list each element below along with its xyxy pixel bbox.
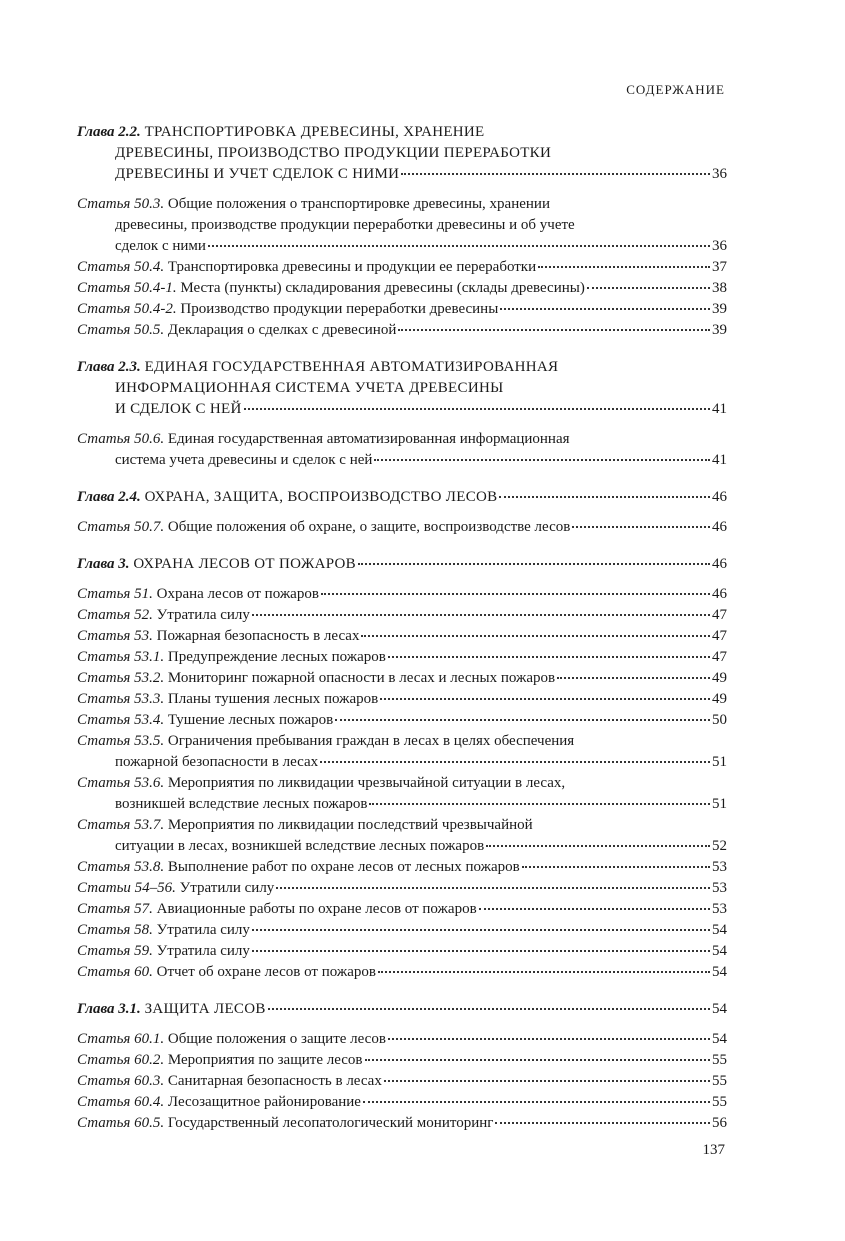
dot-leader [557,673,710,679]
entry-title: Санитарная безопасность в лесах [167,1073,382,1089]
entry-title: Единая государственная автоматизированная информационная [167,431,570,447]
toc-chapter-entry[interactable] [77,122,727,185]
entry-title: сделок с ними [115,238,206,254]
dot-leader [252,610,710,616]
entry-label: Статья 52. [77,607,153,623]
entry-page-number: 38 [712,280,727,296]
toc-entry-line [77,554,727,575]
spacer [77,538,727,554]
entry-label: Статья 53.4. [77,712,165,728]
toc-article-entry[interactable] [77,878,727,899]
entry-label: Статья 60.5. [77,1115,165,1131]
toc-entry-line [77,1050,727,1071]
entry-page-number: 36 [712,166,727,182]
dot-leader [361,631,710,637]
entry-page-number: 53 [712,901,727,917]
toc-entry-line [77,999,727,1020]
toc-entry-line [77,1092,727,1113]
dot-leader [398,325,710,331]
entry-title: Мероприятия по ликвидации чрезвычайной ситуации в лесах, [167,775,566,791]
entry-page-number: 39 [712,322,727,338]
toc-entry-line [77,962,727,983]
toc-article-entry[interactable] [77,647,727,668]
entry-label: Статья 58. [77,922,153,938]
dot-leader [388,1034,710,1040]
toc-article-entry[interactable] [77,517,727,538]
entry-page-number: 55 [712,1094,727,1110]
entry-label: Статья 53.6. [77,775,165,791]
toc-entry-line [77,399,727,420]
entry-title: Тушение лесных пожаров [167,712,334,728]
toc-chapter-entry[interactable] [77,554,727,575]
entry-title: Утратила силу [156,607,250,623]
entry-page-number: 54 [712,964,727,980]
entry-label: Глава 2.4. [77,489,141,505]
page-number: 137 [702,1142,725,1158]
entry-page-number: 36 [712,238,727,254]
toc-article-entry[interactable] [77,1092,727,1113]
toc-article-entry[interactable] [77,899,727,920]
entry-title: Выполнение работ по охране лесов от лесных пожаров [167,859,520,875]
dot-leader [384,1076,710,1082]
toc-article-entry[interactable] [77,1029,727,1050]
entry-page-number: 56 [712,1115,727,1131]
entry-page-number: 55 [712,1052,727,1068]
dot-leader [335,715,710,721]
entry-page-number: 53 [712,880,727,896]
entry-label: Статья 50.5. [77,322,165,338]
entry-page-number: 53 [712,859,727,875]
toc-article-entry[interactable] [77,429,727,471]
toc-entry-line [77,257,727,278]
entry-label: Статья 60. [77,964,153,980]
toc-entry-line [77,584,727,605]
toc-article-entry[interactable] [77,626,727,647]
spacer [77,508,727,517]
toc-entry-line [77,899,727,920]
toc-article-entry[interactable] [77,1113,727,1134]
toc-article-entry[interactable] [77,668,727,689]
entry-page-number: 54 [712,943,727,959]
entry-page-number: 46 [712,489,727,505]
entry-title: Общие положения о защите лесов [167,1031,386,1047]
toc-entry-line [77,920,727,941]
spacer [77,185,727,194]
entry-title: Предупреждение лесных пожаров [167,649,386,665]
entry-page-number: 41 [712,452,727,468]
entry-title: ДРЕВЕСИНЫ, ПРОИЗВОДСТВО ПРОДУКЦИИ ПЕРЕРАБОТКИ [115,145,552,161]
entry-label: Статья 50.3. [77,196,165,212]
toc-entry-line [77,122,727,143]
entry-title: Мероприятия по ликвидации последствий чрезвычайной [167,817,533,833]
entry-label: Статья 60.4. [77,1094,165,1110]
entry-label: Статья 50.4. [77,259,165,275]
spacer [77,1020,727,1029]
entry-page-number: 51 [712,754,727,770]
toc-article-entry[interactable] [77,815,727,857]
toc-article-entry[interactable] [77,257,727,278]
toc-entry-line [77,517,727,538]
toc-article-entry[interactable] [77,605,727,626]
dot-leader [495,1118,710,1124]
toc-article-entry[interactable] [77,962,727,983]
dot-leader [587,283,710,289]
dot-leader [374,455,710,461]
entry-page-number: 54 [712,922,727,938]
entry-page-number: 54 [712,1001,727,1017]
spacer [77,341,727,357]
entry-title: Места (пункты) складирования древесины (склады древесины) [180,280,585,296]
toc-entry-line [77,689,727,710]
entry-title: Охрана лесов от пожаров [156,586,319,602]
spacer [77,471,727,487]
entry-label: Статья 57. [77,901,153,917]
toc-entry-line [77,357,727,378]
dot-leader [401,169,710,175]
entry-page-number: 41 [712,401,727,417]
toc-article-entry[interactable] [77,278,727,299]
dot-leader [572,522,710,528]
dot-leader [369,799,710,805]
toc-entry-line [77,236,727,257]
dot-leader [365,1055,710,1061]
toc-entry-line [77,878,727,899]
entry-page-number: 46 [712,556,727,572]
entry-title: ОХРАНА ЛЕСОВ ОТ ПОЖАРОВ [133,556,356,572]
entry-title: ИНФОРМАЦИОННАЯ СИСТЕМА УЧЕТА ДРЕВЕСИНЫ [115,380,504,396]
toc-article-entry[interactable] [77,1050,727,1071]
entry-title: Государственный лесопатологический мониторинг [167,1115,494,1131]
entry-page-number: 52 [712,838,727,854]
entry-label: Статья 59. [77,943,153,959]
toc-entry-line [77,710,727,731]
entry-label: Статья 50.4-2. [77,301,177,317]
dot-leader [500,304,710,310]
entry-label: Статья 53.8. [77,859,165,875]
toc-entry-line [77,1029,727,1050]
entry-page-number: 50 [712,712,727,728]
entry-label: Статья 53.5. [77,733,165,749]
entry-title: ТРАНСПОРТИРОВКА ДРЕВЕСИНЫ, ХРАНЕНИЕ [144,124,485,140]
entry-title: система учета древесины и сделок с ней [115,452,373,468]
dot-leader [378,967,710,973]
entry-label: Статья 60.3. [77,1073,165,1089]
dot-leader [268,1004,710,1010]
entry-title: ДРЕВЕСИНЫ И УЧЕТ СДЕЛОК С НИМИ [115,166,400,182]
toc-article-entry[interactable] [77,731,727,773]
entry-title: Пожарная безопасность в лесах [156,628,360,644]
entry-page-number: 37 [712,259,727,275]
spacer [77,575,727,584]
toc-article-entry[interactable] [77,857,727,878]
toc-article-entry[interactable] [77,773,727,815]
entry-title: И СДЕЛОК С НЕЙ [115,401,242,417]
entry-title: Авиационные работы по охране лесов от пожаров [156,901,477,917]
entry-label: Статья 51. [77,586,153,602]
entry-title: Утратила силу [156,943,250,959]
entry-page-number: 47 [712,628,727,644]
entry-label: Глава 2.3. [77,359,141,375]
toc-article-entry[interactable] [77,194,727,257]
running-head: СОДЕРЖАНИЕ [626,82,725,97]
toc-entry-line [77,941,727,962]
dot-leader [388,652,710,658]
toc-entry-line [77,773,727,794]
entry-label: Статья 60.2. [77,1052,165,1068]
toc-entry-line [77,143,727,164]
dot-leader [244,404,710,410]
toc-entry-line [77,731,727,752]
toc-entry-line [77,605,727,626]
toc-chapter-entry[interactable] [77,999,727,1020]
toc-entry-line [77,487,727,508]
toc-article-entry[interactable] [77,710,727,731]
entry-label: Статья 60.1. [77,1031,165,1047]
toc-entry-line [77,320,727,341]
entry-page-number: 46 [712,519,727,535]
entry-title: Декларация о сделках с древесиной [167,322,397,338]
dot-leader [276,883,710,889]
entry-page-number: 47 [712,649,727,665]
toc-entry-line [77,626,727,647]
toc-chapter-entry[interactable] [77,487,727,508]
dot-leader [252,925,710,931]
toc-entry-line [77,752,727,773]
entry-title: ЗАЩИТА ЛЕСОВ [144,1001,266,1017]
entry-title: Общие положения о транспортировке древесины, хранении [167,196,550,212]
toc-article-entry[interactable] [77,584,727,605]
dot-leader [486,841,710,847]
toc-entry-line [77,647,727,668]
toc-entry-line [77,1071,727,1092]
toc-entry-line [77,794,727,815]
entry-page-number: 49 [712,691,727,707]
entry-page-number: 39 [712,301,727,317]
toc-article-entry[interactable] [77,689,727,710]
toc-entry-line [77,1113,727,1134]
entry-title: Лесозащитное районирование [167,1094,361,1110]
entry-title: ЕДИНАЯ ГОСУДАРСТВЕННАЯ АВТОМАТИЗИРОВАННАЯ [144,359,559,375]
entry-label: Глава 3. [77,556,130,572]
toc-entry-line [77,450,727,471]
entry-title: Производство продукции переработки древесины [180,301,499,317]
toc-chapter-entry[interactable] [77,357,727,420]
entry-label: Статьи 54–56. [77,880,176,896]
spacer [77,983,727,999]
entry-page-number: 46 [712,586,727,602]
toc-entry-line [77,836,727,857]
entry-label: Статья 53.1. [77,649,165,665]
toc-article-entry[interactable] [77,320,727,341]
entry-label: Статья 50.4-1. [77,280,177,296]
entry-title: древесины, производстве продукции переработки древесины и об учете [115,217,575,233]
entry-page-number: 47 [712,607,727,623]
entry-title: Планы тушения лесных пожаров [167,691,379,707]
toc-entry-line [77,215,727,236]
dot-leader [320,757,710,763]
entry-title: Мероприятия по защите лесов [167,1052,363,1068]
dot-leader [358,559,710,565]
toc-article-entry[interactable] [77,920,727,941]
entry-title: Отчет об охране лесов от пожаров [156,964,376,980]
entry-label: Глава 3.1. [77,1001,141,1017]
toc-entry-line [77,164,727,185]
entry-title: Утратили силу [179,880,275,896]
toc-article-entry[interactable] [77,941,727,962]
entry-label: Статья 50.7. [77,519,165,535]
entry-label: Статья 50.6. [77,431,165,447]
toc-article-entry[interactable] [77,1071,727,1092]
entry-label: Статья 53.7. [77,817,165,833]
dot-leader [363,1097,710,1103]
entry-title: пожарной безопасности в лесах [115,754,319,770]
dot-leader [321,589,710,595]
toc-article-entry[interactable] [77,299,727,320]
entry-page-number: 55 [712,1073,727,1089]
entry-label: Статья 53.3. [77,691,165,707]
entry-title: Мониторинг пожарной опасности в лесах и лесных пожаров [167,670,556,686]
entry-title: Ограничения пребывания граждан в лесах в целях обеспечения [167,733,575,749]
entry-title: Транспортировка древесины и продукции ее переработки [167,259,537,275]
toc-entry-line [77,429,727,450]
entry-label: Статья 53.2. [77,670,165,686]
entry-title: ситуации в лесах, возникшей вследствие лесных пожаров [115,838,485,854]
dot-leader [522,862,710,868]
entry-title: ОХРАНА, ЗАЩИТА, ВОСПРОИЗВОДСТВО ЛЕСОВ [144,489,498,505]
entry-page-number: 54 [712,1031,727,1047]
entry-label: Глава 2.2. [77,124,141,140]
entry-label: Статья 53. [77,628,153,644]
entry-page-number: 49 [712,670,727,686]
dot-leader [538,262,710,268]
toc-entry-line [77,299,727,320]
dot-leader [252,946,710,952]
toc-entry-line [77,668,727,689]
entry-title: возникшей вследствие лесных пожаров [115,796,368,812]
dot-leader [208,241,710,247]
dot-leader [479,904,710,910]
toc-entry-line [77,194,727,215]
toc-entry-line [77,857,727,878]
table-of-contents [77,122,727,1134]
entry-page-number: 51 [712,796,727,812]
toc-entry-line [77,815,727,836]
entry-title: Общие положения об охране, о защите, воспроизводстве лесов [167,519,571,535]
spacer [77,420,727,429]
toc-entry-line [77,278,727,299]
dot-leader [499,492,710,498]
toc-entry-line [77,378,727,399]
dot-leader [380,694,710,700]
entry-title: Утратила силу [156,922,250,938]
